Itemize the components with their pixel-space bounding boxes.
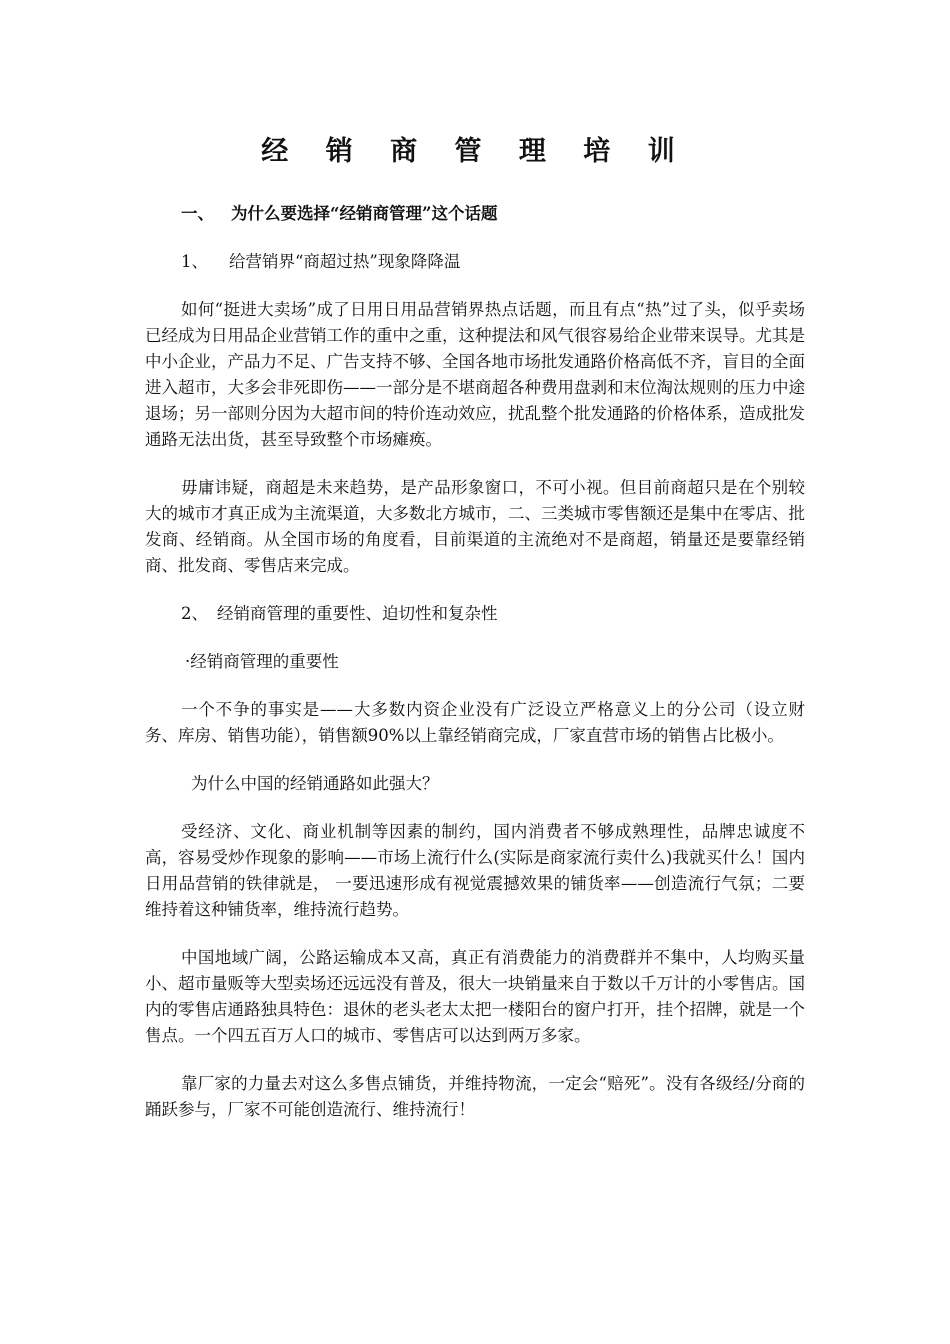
paragraph: 毋庸讳疑，商超是未来趋势，是产品形象窗口，不可小视。但目前商超只是在个别较大的城市才真正成为主流渠道，大多数北方城市，二、三类城市零售额还是集中在零店、批发商、经销商。从全国市场的角度看，目前渠道的主流绝对不是商超，销量还是要靠经销商、批发商、零售店来完成。 — [145, 478, 805, 575]
section-number: 一、 — [181, 204, 214, 223]
sub-heading-2 — [181, 601, 805, 627]
sub-heading-number: 2、 — [181, 604, 208, 623]
section-heading-1 — [181, 201, 805, 227]
sub-heading-title: 给营销界“商超过热”现象降降温 — [229, 252, 461, 271]
document-title: 经 销 商 管 理 培 训 — [261, 136, 689, 167]
paragraph: 靠厂家的力量去对这么多售点铺货，并维持物流，一定会“赔死”。没有各级经/分商的踊跃参与，厂家不可能创造流行、维持流行！ — [145, 1074, 805, 1119]
bullet-heading: ·经销商管理的重要性 — [185, 652, 339, 671]
sub-heading-1 — [181, 249, 805, 275]
document-page — [145, 130, 805, 1145]
sub-heading-number: 1、 — [181, 252, 208, 271]
question-heading: 为什么中国的经销通路如此强大？ — [191, 774, 439, 793]
paragraph: 中国地域广阔，公路运输成本又高，真正有消费能力的消费群并不集中，人均购买量小、超市量贩等大型卖场还远远没有普及，很大一块销量来自于数以千万计的小零售店。国内的零售店通路独具特色：退休的老头老太太把一楼阳台的窗户打开，挂个招牌，就是一个售点。一个四五百万人口的城市、零售店可以达到两万多家。 — [145, 948, 805, 1045]
paragraph: 受经济、文化、商业机制等因素的制约，国内消费者不够成熟理性，品牌忠诚度不高，容易受炒作现象的影响——市场上流行什么(实际是商家流行卖什么)我就买什么！国内日用品营销的铁律就是， 一要迅速形成有视觉震撼效果的铺货率——创造流行气氛；二要维持着这种铺货率，维持流行趋势。 — [145, 822, 805, 919]
paragraph: 如何“挺进大卖场”成了日用日用品营销界热点话题，而且有点“热”过了头，似乎卖场已经成为日用品企业营销工作的重中之重，这种提法和风气很容易给企业带来误导。尤其是中小企业，产品力不足、广告支持不够、全国各地市场批发通路价格高低不齐，盲目的全面进入超市，大多会非死即伤——一部分是不堪商超各种费用盘剥和末位淘汰规则的压力中途退场；另一部则分因为大超市间的特价连动效应，扰乱整个批发通路的价格体系，造成批发通路无法出货，甚至导致整个市场瘫痪。 — [145, 300, 805, 449]
section-title: 为什么要选择“经销商管理”这个话题 — [231, 204, 498, 223]
paragraph: 一个不争的事实是——大多数内资企业没有广泛设立严格意义上的分公司（设立财务、库房、销售功能），销售额90%以上靠经销商完成，厂家直营市场的销售占比极小。 — [145, 700, 805, 745]
sub-heading-title: 经销商管理的重要性、迫切性和复杂性 — [217, 604, 498, 623]
